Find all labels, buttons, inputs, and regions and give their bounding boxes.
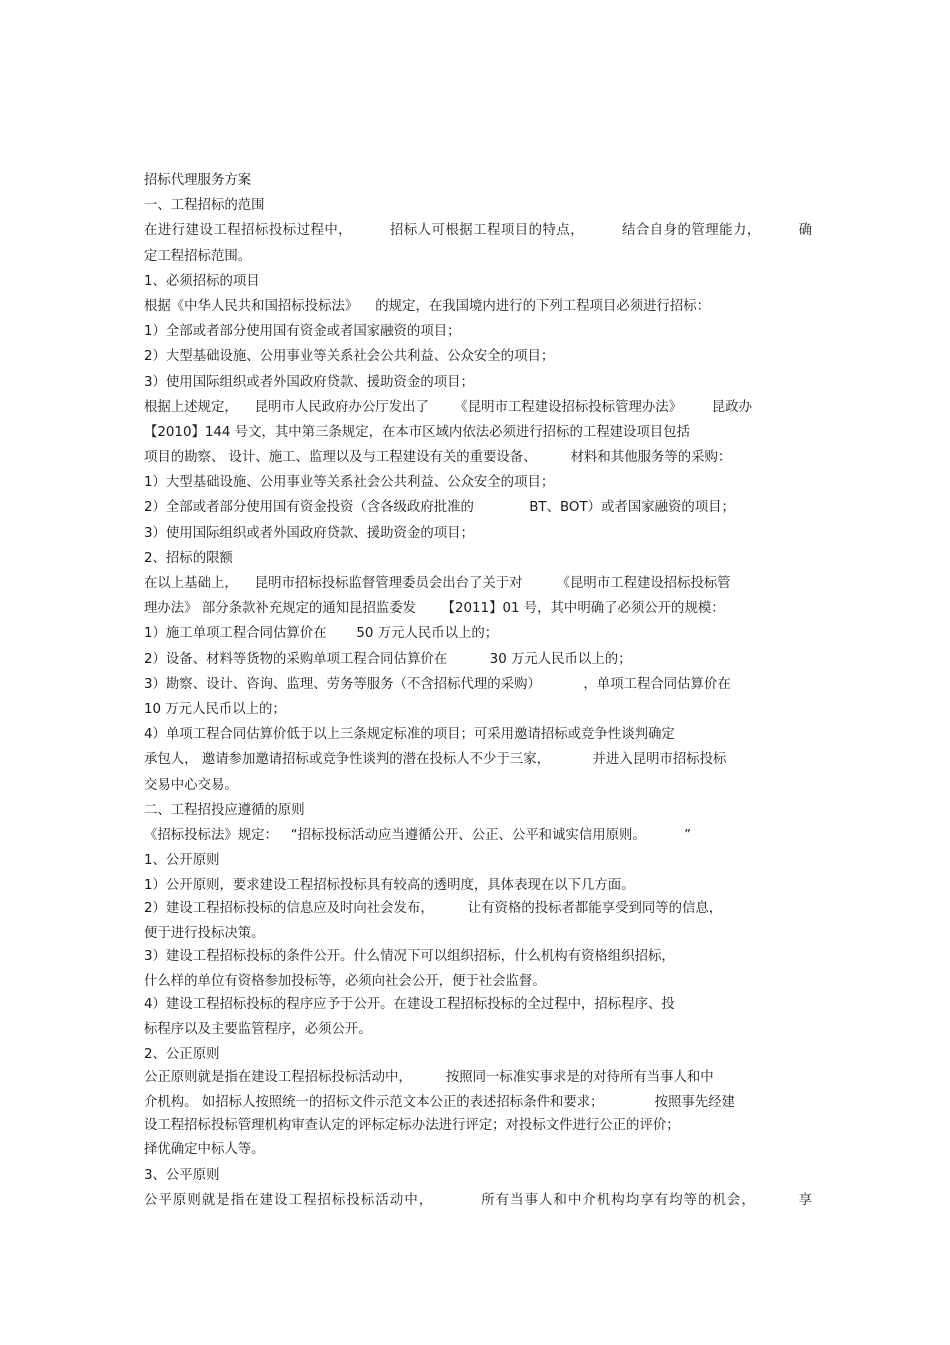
text-line: 2）设备、材料等货物的采购单项工程合同估算价在 30 万元人民币以上的； [144, 651, 632, 667]
text-line: 《招标投标法》规定： “招标投标活动应当遵循公开、公正、公平和诚实信用原则。 ” [144, 827, 692, 843]
text-line: 在进行建设工程招标投标过程中， 招标人可根据工程项目的特点， 结合自身的管理能力， 确 [144, 223, 812, 239]
text-line: 项目的勘察、 设计、施工、监理以及与工程建设有关的重要设备、 材料和其他服务等的采购： [144, 450, 732, 466]
text-line: 1）施工单项工程合同估算价在 50 万元人民币以上的； [144, 626, 499, 642]
text-line: 2、公正原则 [144, 1046, 220, 1062]
text-line: 3）使用国际组织或者外国政府贷款、援助资金的项目； [144, 525, 474, 541]
text-line: 招标代理服务方案 [144, 173, 252, 188]
text-line: 在以上基础上， 昆明市招标投标监督管理委员会出台了关于对 《昆明市工程建设招标投标管 [144, 576, 731, 591]
text-line: 根据《中华人民共和国招标投标法》 的规定，在我国境内进行的下列工程项目必须进行招标： [144, 298, 711, 314]
text-line: 设工程招标投标管理机构审查认定的评标定标办法进行评定；对投标文件进行公正的评价； [144, 1117, 680, 1133]
text-line: 什么样的单位有资格参加投标等，必须向社会公开，便于社会监督。 [144, 973, 546, 989]
text-line: 1）大型基础设施、公用事业等关系社会公共利益、公众安全的项目； [144, 475, 555, 491]
text-line: 定工程招标范围。 [144, 248, 252, 264]
text-line: 1）全部或者部分使用国有资金或者国家融资的项目； [144, 324, 461, 340]
text-line: 择优确定中标人等。 [144, 1142, 265, 1158]
text-line: 4）单项工程合同估算价低于以上三条规定标准的项目；可采用邀请招标或竞争性谈判确定 [144, 727, 675, 743]
text-line: 3、公平原则 [144, 1167, 220, 1183]
text-line: 二、工程招投应遵循的原则 [144, 802, 305, 818]
text-line: 一、工程招标的范围 [144, 198, 265, 214]
text-line: 标程序以及主要监管程序，必须公开。 [144, 1021, 372, 1037]
text-line: 根据上述规定， 昆明市人民政府办公厅发出了 《昆明市工程建设招标投标管理办法》 昆政办 [144, 399, 752, 415]
text-line: 3）建设工程招标投标的条件公开。什么情况下可以组织招标，什么机构有资格组织招标， [144, 949, 675, 965]
text-line: 交易中心交易。 [144, 777, 238, 793]
text-line: 2）全部或者部分使用国有资金投资（含各级政府批准的 BT、BOT）或者国家融资的项目； [144, 500, 735, 516]
text-line: 介机构。 如招标人按照统一的招标文件示范文本公正的表述招标条件和要求； 按照事先经建 [144, 1094, 735, 1110]
text-line: 2、招标的限额 [144, 550, 233, 566]
text-line: 【2010】144 号文，其中第三条规定，在本市区域内依法必须进行招标的工程建设项目包括 [144, 424, 690, 440]
text-line: 公正原则就是指在建设工程招标投标活动中， 按照同一标准实事求是的对待所有当事人和中 [144, 1069, 714, 1085]
text-line: 承包人， 邀请参加邀请招标或竞争性谈判的潜在投标人不少于三家， 并进入昆明市招标投标 [144, 752, 727, 768]
text-line: 1）公开原则，要求建设工程招标投标具有较高的透明度，具体表现在以下几方面。 [144, 878, 635, 894]
text-line: 公平原则就是指在建设工程招标投标活动中， 所有当事人和中介机构均享有均等的机会， 享 [144, 1192, 812, 1208]
text-line: 10 万元人民币以上的； [144, 701, 286, 717]
text-line: 2）大型基础设施、公用事业等关系社会公共利益、公众安全的项目； [144, 349, 555, 365]
text-line: 2）建设工程招标投标的信息应及时向社会发布， 让有资格的投标者都能享受到同等的信息， [144, 901, 723, 917]
text-line: 4）建设工程招标投标的程序应予于公开。在建设工程招标投标的全过程中，招标程序、投 [144, 997, 675, 1012]
text-line: 1、公开原则 [144, 853, 220, 869]
text-line: 3）使用国际组织或者外国政府贷款、援助资金的项目； [144, 374, 474, 390]
text-line: 1、必须招标的项目 [144, 273, 260, 289]
text-line: 3）勘察、设计、咨询、监理、劳务等服务（不含招标代理的采购） ，单项工程合同估算价在 [144, 676, 731, 692]
text-line: 便于进行投标决策。 [144, 926, 265, 942]
document-body [144, 168, 812, 1213]
text-line: 理办法》 部分条款补充规定的通知昆招监委发 【2011】01 号，其中明确了必须公开的规模： [144, 601, 725, 617]
